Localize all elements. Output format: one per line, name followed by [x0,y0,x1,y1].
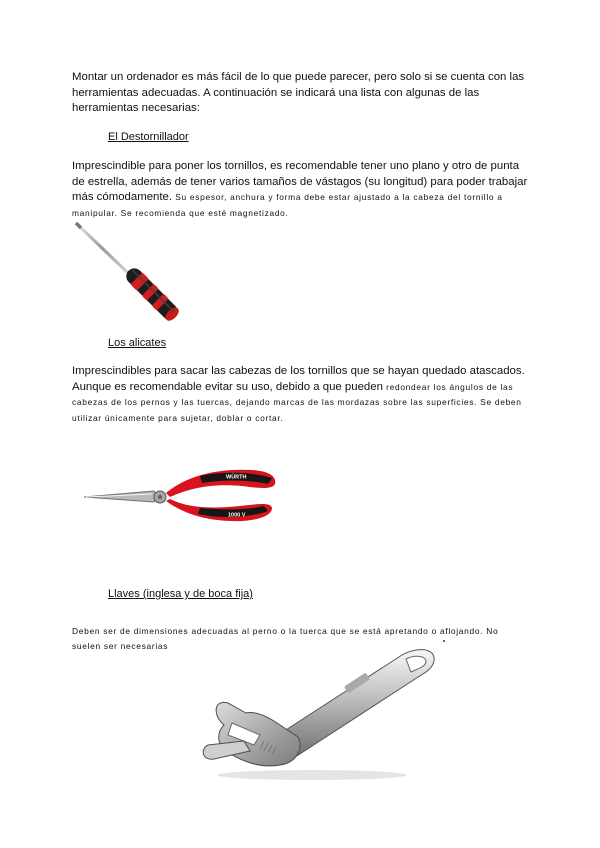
pliers-brand-left: WÜRTH [226,474,247,481]
screwdriver-text-main: Imprescindible para poner los tornillos, es recomendable tener uno plano y otro de punta de estrella, además de tener varios tamaños de vástagos (su longitud) para poder trabajar más cómodamente. [72,160,528,203]
pliers-text-small: redondear los ángulos de las cabezas de los pernos y las tuercas, dejando marcas de las mordazas sobre las superficies. Se deben utilizar únicamente para sujetar, doblar o cortar. [72,381,522,423]
intro-paragraph: Montar un ordenador es más fácil de lo que puede parecer, pero solo si se cuenta con las herramientas adecuadas. A continuación se indicará una lista con algunas de las herramientas necesarias: [72,71,525,114]
heading-wrenches: Llaves (inglesa y de boca fija) [108,588,253,600]
screwdriver-illustration [72,220,184,322]
pliers-illustration [82,464,282,528]
screwdriver-paragraph [72,159,528,221]
pliers-text-main: Imprescindibles para sacar las cabezas de los tornillos que se hayan quedado atascados. Aunque es recomendable evitar su uso, debido a que pueden [72,365,525,393]
pliers-paragraph [72,364,528,426]
adjustable-wrench-illustration [194,637,444,785]
heading-pliers: Los alicates [108,337,167,349]
heading-screwdriver: El Destornillador [108,131,189,143]
screwdriver-text-small: Su espesor, anchura y forma debe estar ajustado a la cabeza del tornillo a manipular. Se recomienda que esté magnetizado. [72,192,503,218]
pliers-brand-right: 1000 V [228,512,246,519]
wrenches-text-small: Deben ser de dimensiones adecuadas al perno o la tuerca que se está apretando o aflojando. No suelen ser necesarias [72,626,499,651]
